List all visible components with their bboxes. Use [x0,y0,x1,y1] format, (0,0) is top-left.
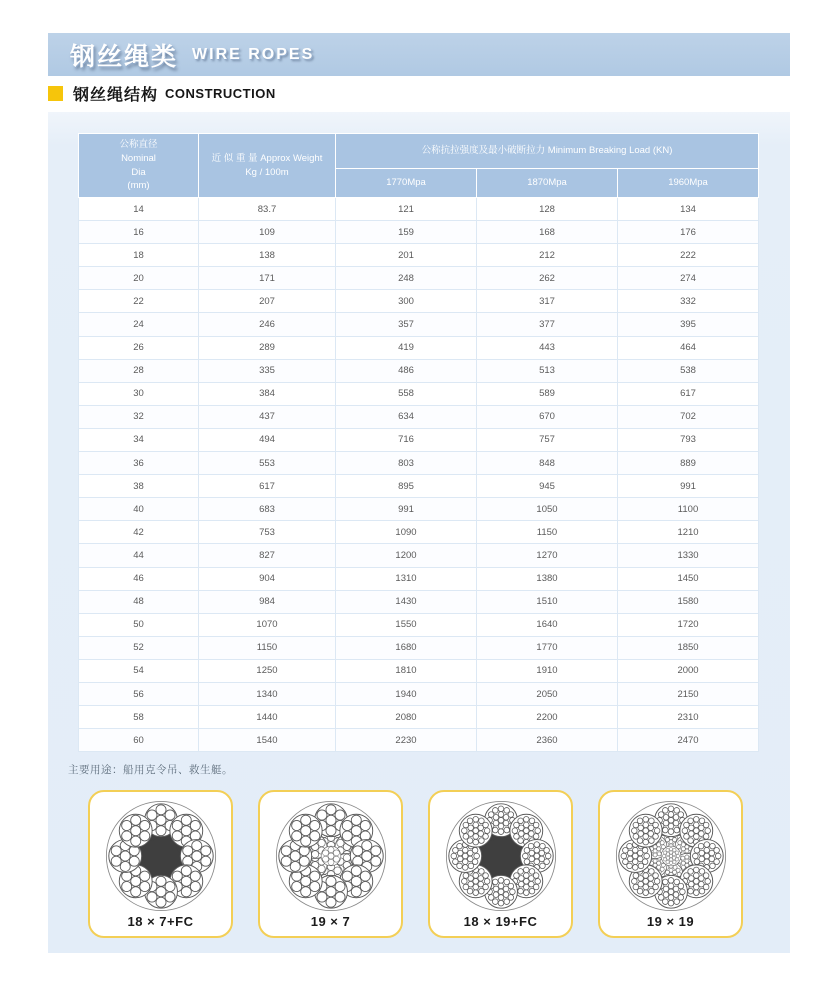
table-cell: 109 [199,221,336,244]
table-cell: 1070 [199,613,336,636]
table-cell: 395 [618,313,759,336]
table-row [79,405,759,428]
table-cell: 134 [618,198,759,221]
table-row [79,729,759,752]
table-cell: 1770 [477,636,618,659]
table-cell: 1850 [618,636,759,659]
table-row [79,682,759,705]
table-cell: 1510 [477,590,618,613]
table-cell: 486 [336,359,477,382]
table-cell: 1250 [199,659,336,682]
table-cell: 212 [477,244,618,267]
table-cell: 26 [79,336,199,359]
table-cell: 494 [199,428,336,451]
table-cell: 1810 [336,659,477,682]
table-row [79,659,759,682]
rope-cross-section-19x7-icon [273,798,389,914]
table-cell: 248 [336,267,477,290]
table-cell: 20 [79,267,199,290]
page-title-zh: 钢丝绳类 [70,42,179,71]
table-cell: 40 [79,498,199,521]
table-row [79,590,759,613]
table-cell: 945 [477,475,618,498]
table-cell: 443 [477,336,618,359]
table-cell: 1550 [336,613,477,636]
page-title-en: WIRE ROPES [192,45,315,63]
table-cell: 617 [199,475,336,498]
diagram-label: 18 × 7+FC [127,914,194,929]
table-cell: 1450 [618,567,759,590]
table-cell: 553 [199,452,336,475]
header-nominal-dia: 公称直径 Nominal Dia (mm) [79,134,199,198]
table-cell: 2230 [336,729,477,752]
table-cell: 52 [79,636,199,659]
header-approx-weight: 近 似 重 量 Approx Weight Kg / 100m [199,134,336,198]
table-cell: 14 [79,198,199,221]
table-cell: 513 [477,359,618,382]
table-cell: 419 [336,336,477,359]
table-cell: 2000 [618,659,759,682]
table-cell: 2050 [477,682,618,705]
table-row [79,428,759,451]
rope-cross-section-18x7-fc-icon [103,798,219,914]
table-row [79,359,759,382]
table-cell: 168 [477,221,618,244]
wire-rope-spec-table [78,133,759,752]
table-cell: 201 [336,244,477,267]
table-cell: 793 [618,428,759,451]
table-cell: 1310 [336,567,477,590]
table-row [79,567,759,590]
table-cell: 2200 [477,706,618,729]
table-row [79,221,759,244]
cross-section-diagrams [88,790,768,942]
page-title-band [48,33,790,76]
table-cell: 1910 [477,659,618,682]
table-cell: 904 [199,567,336,590]
table-cell: 60 [79,729,199,752]
table-cell: 262 [477,267,618,290]
header-min-breaking-load: 公称抗拉强度及最小破断拉力 Minimum Breaking Load (KN) [336,134,759,169]
table-cell: 2310 [618,706,759,729]
table-cell: 317 [477,290,618,313]
table-cell: 538 [618,359,759,382]
table-cell: 827 [199,544,336,567]
table-cell: 984 [199,590,336,613]
diagram-box-18x7-fc [88,790,233,938]
table-cell: 50 [79,613,199,636]
table-cell: 121 [336,198,477,221]
table-cell: 83.7 [199,198,336,221]
table-cell: 44 [79,544,199,567]
table-cell: 246 [199,313,336,336]
table-cell: 464 [618,336,759,359]
table-row [79,290,759,313]
table-cell: 22 [79,290,199,313]
diagram-label: 19 × 19 [646,914,695,929]
table-cell: 24 [79,313,199,336]
table-cell: 332 [618,290,759,313]
table-cell: 357 [336,313,477,336]
rope-cross-section-18x19-fc-icon [443,798,559,914]
header-grade-1870: 1870Mpa [477,169,618,198]
table-row [79,267,759,290]
table-cell: 1340 [199,682,336,705]
table-cell: 1430 [336,590,477,613]
table-cell: 1940 [336,682,477,705]
table-cell: 54 [79,659,199,682]
table-cell: 16 [79,221,199,244]
table-cell: 274 [618,267,759,290]
table-cell: 634 [336,405,477,428]
table-cell: 34 [79,428,199,451]
section-heading [48,84,276,102]
section-title-zh: 钢丝绳结构 [73,86,159,104]
table-cell: 1580 [618,590,759,613]
diagram-label: 18 × 19+FC [463,914,538,929]
diagram-box-19x19 [598,790,743,938]
yellow-square-bullet-icon [48,86,63,101]
table-cell: 28 [79,359,199,382]
table-cell: 702 [618,405,759,428]
table-cell: 1200 [336,544,477,567]
table-cell: 2360 [477,729,618,752]
diagram-box-18x19-fc [428,790,573,938]
table-cell: 48 [79,590,199,613]
table-body [79,198,759,752]
table-cell: 991 [618,475,759,498]
table-cell: 1380 [477,567,618,590]
table-cell: 36 [79,452,199,475]
table-cell: 128 [477,198,618,221]
table-row [79,706,759,729]
table-cell: 207 [199,290,336,313]
table-cell: 670 [477,405,618,428]
table-cell: 289 [199,336,336,359]
diagram-box-19x7 [258,790,403,938]
main-uses-note: 主要用途：船用克令吊、救生艇。 [68,764,233,776]
table-row [79,452,759,475]
table-cell: 335 [199,359,336,382]
table-cell: 32 [79,405,199,428]
table-cell: 159 [336,221,477,244]
table-cell: 617 [618,382,759,405]
table-row [79,521,759,544]
table-cell: 18 [79,244,199,267]
table-cell: 1100 [618,498,759,521]
table-cell: 895 [336,475,477,498]
table-cell: 589 [477,382,618,405]
table-cell: 1540 [199,729,336,752]
table-cell: 757 [477,428,618,451]
table-row [79,313,759,336]
table-row [79,244,759,267]
section-title-en: CONSTRUCTION [165,85,276,101]
table-cell: 558 [336,382,477,405]
table-cell: 1210 [618,521,759,544]
diagram-label: 19 × 7 [310,914,351,929]
table-cell: 222 [618,244,759,267]
table-cell: 1150 [477,521,618,544]
table-cell: 138 [199,244,336,267]
table-cell: 803 [336,452,477,475]
table-cell: 1680 [336,636,477,659]
table-cell: 1270 [477,544,618,567]
table-row [79,498,759,521]
table-cell: 176 [618,221,759,244]
table-cell: 1720 [618,613,759,636]
table-cell: 38 [79,475,199,498]
table-row [79,544,759,567]
content-panel [48,112,790,953]
table-cell: 171 [199,267,336,290]
table-cell: 58 [79,706,199,729]
table-cell: 1440 [199,706,336,729]
table-cell: 2470 [618,729,759,752]
table-cell: 437 [199,405,336,428]
table-row [79,636,759,659]
table-cell: 300 [336,290,477,313]
table-cell: 848 [477,452,618,475]
table-cell: 716 [336,428,477,451]
table-cell: 2080 [336,706,477,729]
table-cell: 753 [199,521,336,544]
table-cell: 42 [79,521,199,544]
table-cell: 46 [79,567,199,590]
table-row [79,198,759,221]
table-row [79,382,759,405]
rope-cross-section-19x19-icon [613,798,729,914]
table-cell: 683 [199,498,336,521]
table-cell: 1640 [477,613,618,636]
table-cell: 2150 [618,682,759,705]
header-grade-1960: 1960Mpa [618,169,759,198]
table-cell: 1090 [336,521,477,544]
table-cell: 1150 [199,636,336,659]
table-row [79,475,759,498]
table-cell: 56 [79,682,199,705]
table-cell: 384 [199,382,336,405]
table-cell: 30 [79,382,199,405]
table-row [79,336,759,359]
table-cell: 889 [618,452,759,475]
table-cell: 377 [477,313,618,336]
table-row [79,613,759,636]
table-cell: 991 [336,498,477,521]
table-cell: 1330 [618,544,759,567]
table-cell: 1050 [477,498,618,521]
header-grade-1770: 1770Mpa [336,169,477,198]
